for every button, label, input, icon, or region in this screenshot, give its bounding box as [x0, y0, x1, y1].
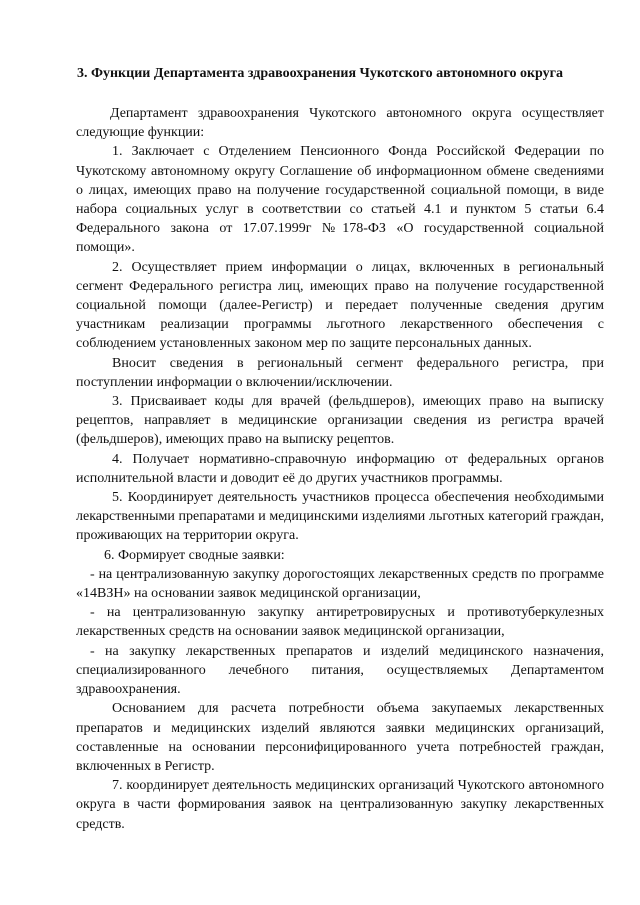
function-4-paragraph: 4. Получает нормативно-справочную информацию от федеральных органов исполнительной власти и доводит её до других участников программы. — [76, 451, 604, 486]
calculation-basis-paragraph: Основанием для расчета потребности объема закупаемых лекарственных препаратов и медицинских изделий являются заявки медицинских организаций, составленные на основании персонифицированного учета потребностей граждан, включенных в Регистр. — [76, 701, 604, 774]
function-1-paragraph: 1. Заключает с Отделением Пенсионного Фонда Российской Федерации по Чукотскому автономному округу Соглашение об информационном обмене сведениями о лицах, имеющих право на получение государственной социальной помощи, в виде набора социальных услуг в соответствии со статьей 4.1 и пунктом 5 статьи 6.4 Федерального закона от 17.07.1999г №178-ФЗ «О государственной социальной помощи». — [76, 144, 604, 256]
intro-paragraph: Департамент здравоохранения Чукотского автономного округа осуществляет следующие функции: — [76, 106, 604, 141]
function-2-paragraph: 2. Осуществляет прием информации о лицах, включенных в региональный сегмент Федерального регистра лиц, имеющих право на получение государственной социальной помощи (далее-Регистр) и передает полученные сведения другим участникам реализации программы льготного лекарственного обеспечения с соблюдением установленных законом мер по защите персональных данных. — [76, 259, 604, 352]
section-body — [76, 104, 604, 834]
section-heading: 3. Функции Департамента здравоохранения Чукотского автономного округа — [76, 66, 564, 81]
function-2-continuation-paragraph: Вносит сведения в региональный сегмент федерального регистра, при поступлении информации о включении/исключении. — [76, 355, 604, 390]
function-6-paragraph: 6. Формирует сводные заявки: — [104, 547, 285, 563]
function-5-paragraph: 5. Координирует деятельность участников процесса обеспечения необходимыми лекарственными препаратами и медицинскими изделиями льготных категорий граждан, проживающих на территории округа. — [76, 490, 604, 544]
function-6-item-2: - на централизованную закупку антиретровирусных и противотуберкулезных лекарственных средств на основании заявок медицинской организации, — [76, 605, 604, 640]
function-3-paragraph: 3. Присваивает коды для врачей (фельдшеров), имеющих право на выписку рецептов, направляет в медицинские организации сведения из регистра врачей (фельдшеров), имеющих право на выписку рецептов. — [76, 394, 604, 448]
function-6-item-1: - на централизованную закупку дорогостоящих лекарственных средств по программе «14ВЗН» на основании заявок медицинской организации, — [76, 566, 604, 602]
function-6-item-3: - на закупку лекарственных препаратов и изделий медицинского назначения, специализированного лечебного питания, осуществляемых Департаментом здравоохранения. — [76, 643, 604, 698]
function-7-paragraph: 7. координирует деятельность медицинских организаций Чукотского автономного округа в части формирования заявок на централизованную закупку лекарственных средств. — [76, 778, 604, 832]
